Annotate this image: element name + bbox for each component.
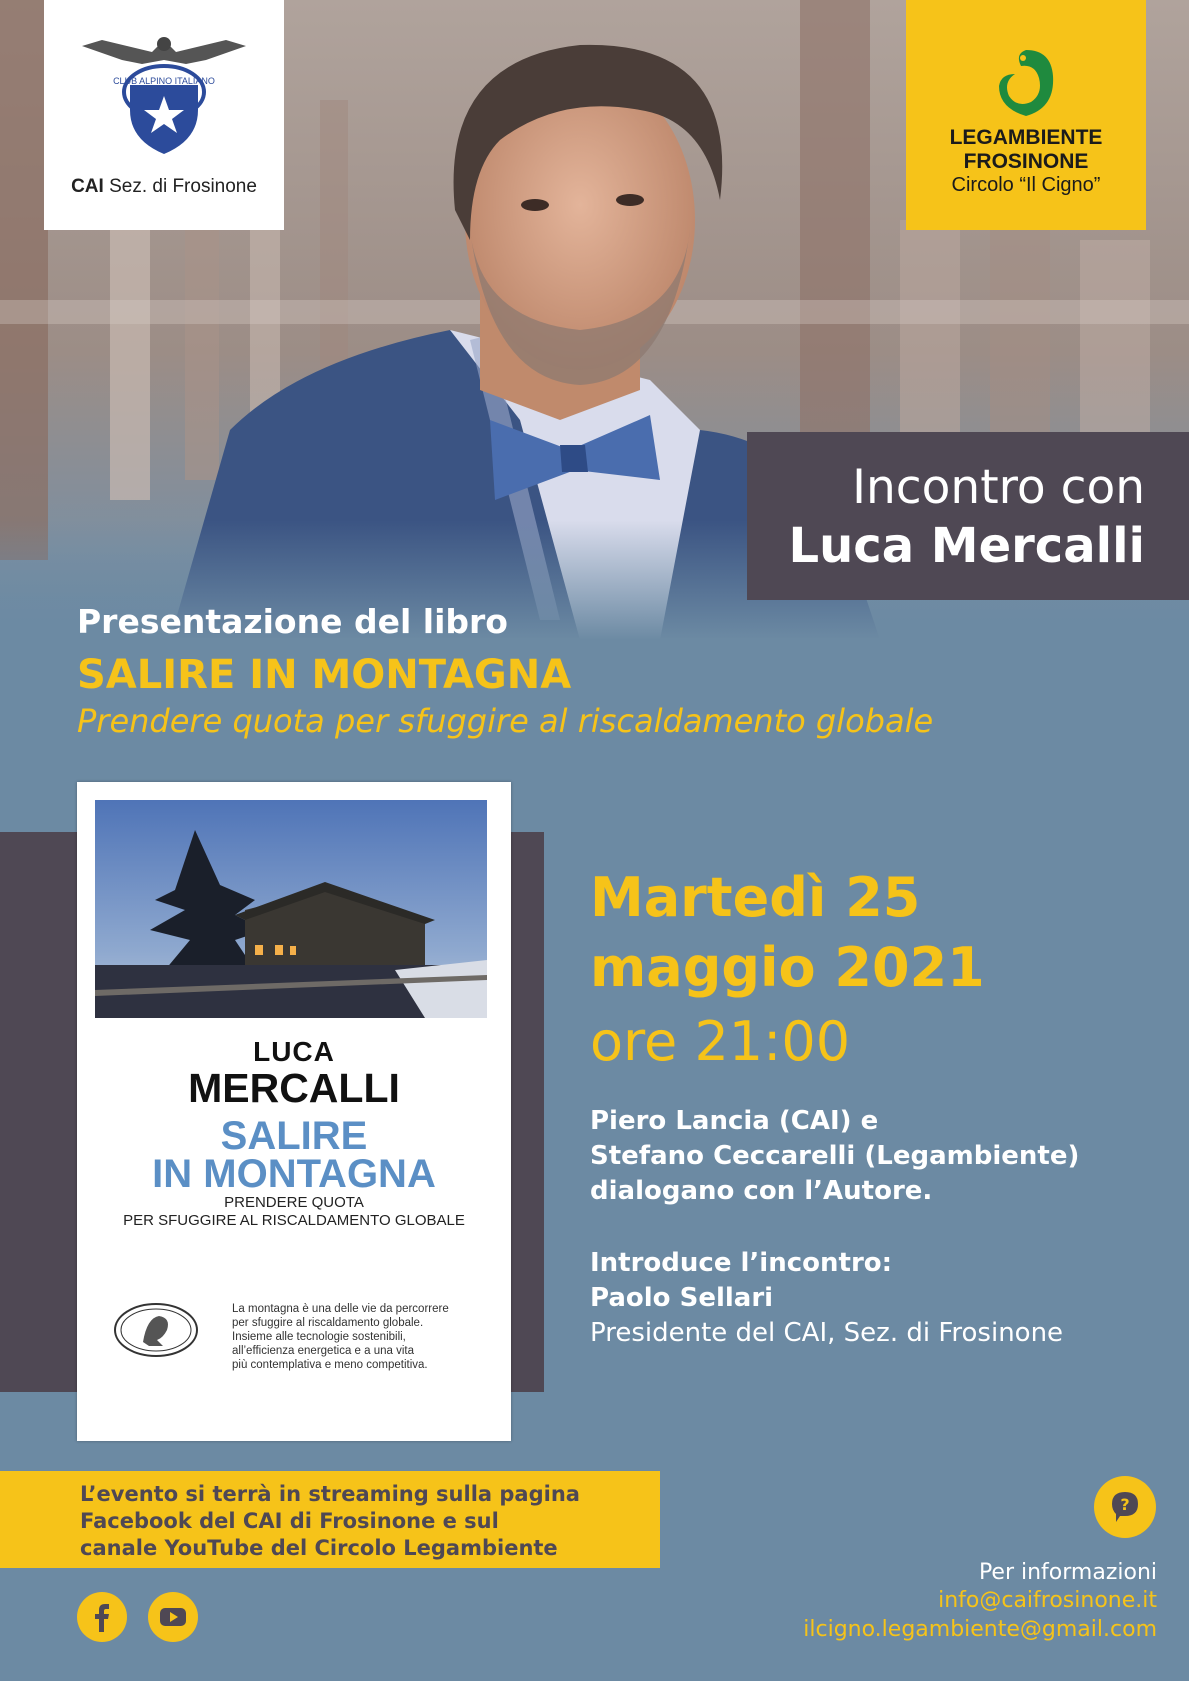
svg-text:?: ? (1120, 1495, 1130, 1514)
question-chat-icon (1094, 1476, 1156, 1538)
book-cover (77, 782, 511, 1441)
headline-intro: Incontro con (852, 460, 1145, 515)
event-date-line1: Martedì 25 (590, 866, 921, 929)
cai-logo-box (44, 0, 284, 230)
cover-subtitle-line2: PER SFUGGIRE AL RISCALDAMENTO GLOBALE (123, 1212, 465, 1229)
cai-section: Sez. di Frosinone (109, 176, 257, 197)
intro-label: Introduce l’incontro: (590, 1248, 893, 1278)
event-introducer (590, 1246, 1063, 1351)
cover-title-line2: IN MONTAGNA (152, 1152, 436, 1196)
cover-author-last: MERCALLI (188, 1065, 400, 1111)
cover-blurb-line: all’efficienza energetica e a una vita (232, 1345, 414, 1357)
cover-author-first: LUCA (253, 1036, 335, 1067)
cover-title-line1: SALIRE (220, 1114, 368, 1158)
speaker-line: Piero Lancia (CAI) e (590, 1106, 879, 1136)
event-speakers (590, 1104, 1079, 1209)
streaming-line: Facebook del CAI di Frosinone e sul (80, 1509, 499, 1533)
swan-icon (991, 46, 1061, 120)
cover-blurb-line: La montagna è una delle vie da percorrere (232, 1303, 449, 1315)
cover-blurb-line: Insieme alle tecnologie sostenibili, (232, 1331, 406, 1343)
streaming-line: canale YouTube del Circolo Legambiente (80, 1536, 558, 1560)
book-title: SALIRE IN MONTAGNA (77, 652, 572, 698)
info-label: Per informazioni (978, 1560, 1157, 1585)
info-email-legambiente[interactable]: ilcigno.legambiente@gmail.com (803, 1617, 1157, 1642)
headline-box (747, 432, 1189, 600)
cover-blurb-line: per sfuggire al riscaldamento globale. (232, 1317, 424, 1329)
intro-role: Presidente del CAI, Sez. di Frosinone (590, 1318, 1064, 1348)
streaming-line: L’evento si terrà in streaming sulla pagina (80, 1482, 580, 1506)
youtube-glyph (148, 1592, 198, 1642)
speaker-line: dialogano con l’Autore. (590, 1176, 933, 1206)
cai-section-label (44, 176, 284, 198)
publisher-emblem-icon (113, 1302, 199, 1358)
legambiente-circle: Circolo “Il Cigno” (951, 174, 1101, 196)
svg-text:CLUB ALPINO ITALIANO: CLUB ALPINO ITALIANO (113, 76, 215, 86)
cai-brand: CAI (71, 176, 104, 197)
question-chat-glyph (1094, 1476, 1156, 1538)
facebook-icon[interactable] (77, 1592, 127, 1642)
event-date-line2: maggio 2021 (590, 936, 985, 999)
legambiente-name: LEGAMBIENTE (949, 126, 1103, 149)
legambiente-logo-box (906, 0, 1146, 230)
legambiente-city: FROSINONE (963, 150, 1089, 173)
facebook-glyph (77, 1592, 127, 1642)
speaker-line: Stefano Ceccarelli (Legambiente) (590, 1141, 1080, 1171)
cai-emblem-icon (82, 30, 246, 160)
intro-name: Paolo Sellari (590, 1283, 774, 1313)
info-email-cai[interactable]: info@caifrosinone.it (938, 1588, 1157, 1613)
cover-blurb (232, 1302, 502, 1372)
streaming-text (80, 1481, 580, 1562)
youtube-icon[interactable] (148, 1592, 198, 1642)
cover-blurb-line: più contemplativa e meno competitiva. (232, 1359, 428, 1371)
book-intro: Presentazione del libro (77, 602, 508, 641)
streaming-notice (0, 1471, 660, 1568)
cover-photo (95, 800, 487, 1018)
headline-name: Luca Mercalli (788, 518, 1145, 574)
book-subtitle: Prendere quota per sfuggire al riscaldamento globale (77, 702, 934, 740)
event-time: ore 21:00 (590, 1010, 851, 1073)
cover-subtitle-line1: PRENDERE QUOTA (224, 1194, 364, 1211)
